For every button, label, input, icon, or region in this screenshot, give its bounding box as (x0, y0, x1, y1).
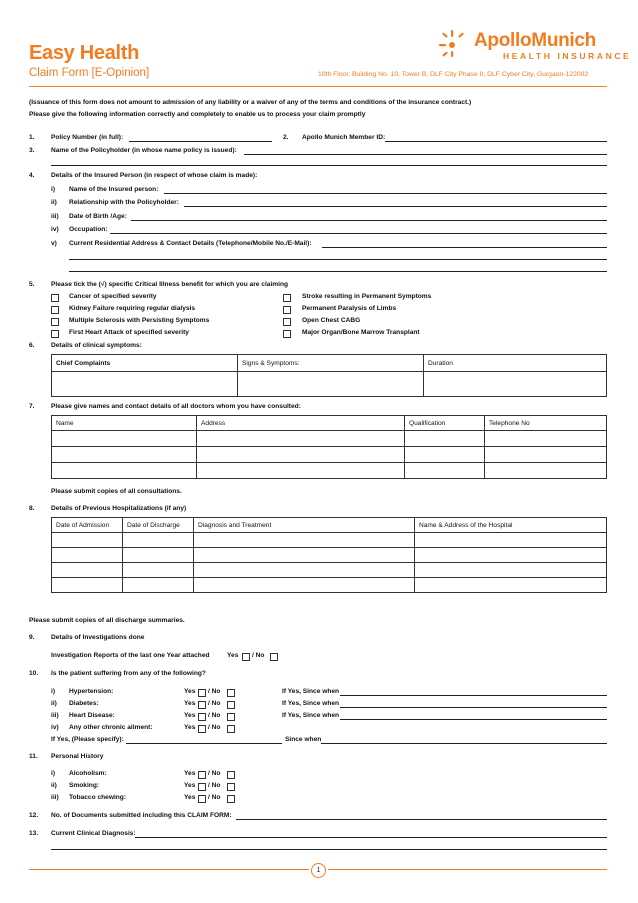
yes-checkbox[interactable] (198, 689, 206, 697)
checkbox[interactable] (283, 294, 291, 302)
no-label: / No (208, 782, 221, 789)
q4-item-label: Relationship with the Policyholder: (69, 199, 179, 206)
q8-label: Details of Previous Hospitalizations (if any) (51, 505, 187, 512)
q12-num: 12. (29, 812, 39, 819)
address-field-3[interactable] (69, 271, 607, 272)
q9-sub: Investigation Reports of the last one Year attached (51, 652, 210, 659)
table-cell[interactable] (123, 563, 194, 578)
checkbox[interactable] (283, 306, 291, 314)
since-label: If Yes, Since when (282, 712, 340, 719)
table-cell[interactable] (197, 463, 405, 479)
table-cell[interactable] (52, 578, 123, 593)
since-field[interactable] (340, 695, 607, 696)
col-header: Date of Discharge (123, 518, 194, 533)
table-cell[interactable] (123, 533, 194, 548)
checkbox[interactable] (51, 330, 59, 338)
discharge-note: Please submit copies of all discharge summaries. (29, 617, 185, 624)
doctors-table (51, 415, 607, 479)
table-row (52, 463, 607, 479)
no-label: / No (252, 652, 265, 659)
q13-num: 13. (29, 830, 39, 837)
illness-option: Open Chest CABG (302, 317, 361, 324)
occupation-field[interactable] (110, 233, 607, 234)
no-checkbox[interactable] (227, 795, 235, 803)
table-row (52, 548, 607, 563)
yes-checkbox[interactable] (198, 771, 206, 779)
col-header: Duration (424, 355, 607, 372)
table-cell[interactable] (415, 548, 607, 563)
q11-num: 11. (29, 753, 38, 760)
illness-option: Cancer of specified severity (69, 293, 157, 300)
logo-wordmark: ApolloMunich (474, 30, 596, 51)
documents-count-field[interactable] (236, 819, 607, 820)
q4-label: Details of the Insured Person (in respect of whose claim is made): (51, 172, 258, 179)
q1-num: 1. (29, 134, 35, 141)
no-label: / No (208, 688, 221, 695)
table-cell[interactable] (194, 563, 415, 578)
q4-item-num: i) (51, 186, 56, 193)
diagnosis-field-2[interactable] (51, 849, 607, 850)
logo-tagline: HEALTH INSURANCE (503, 51, 632, 61)
q13-label: Current Clinical Diagnosis: (51, 830, 136, 837)
no-checkbox[interactable] (227, 783, 235, 791)
yes-checkbox[interactable] (198, 713, 206, 721)
q2-label: Apollo Munich Member ID: (302, 134, 386, 141)
yes-checkbox[interactable] (198, 783, 206, 791)
checkbox[interactable] (51, 306, 59, 314)
table-cell[interactable] (123, 578, 194, 593)
since-field[interactable] (340, 707, 607, 708)
q10-item-label: Heart Disease: (69, 712, 115, 719)
no-label: / No (208, 712, 221, 719)
table-cell[interactable] (415, 563, 607, 578)
col-header: Address (197, 416, 405, 431)
policy-number-field[interactable] (129, 141, 272, 142)
illness-option: Kidney Failure requiring regular dialysis (69, 305, 196, 312)
table-cell[interactable] (415, 533, 607, 548)
since-field[interactable] (340, 719, 607, 720)
instruction: Please give the following information correctly and completely to enable us to process your claim promptly (29, 111, 366, 118)
yes-label: Yes (227, 652, 239, 659)
member-id-field[interactable] (385, 141, 607, 142)
q4-item-num: iii) (51, 213, 59, 220)
no-label: / No (208, 770, 221, 777)
yes-checkbox[interactable] (198, 701, 206, 709)
table-row (52, 578, 607, 593)
q5-num: 5. (29, 281, 35, 288)
q7-label: Please give names and contact details of all doctors whom you have consulted: (51, 403, 301, 410)
q4-item-label: Occupation: (69, 226, 108, 233)
address-field[interactable] (322, 247, 607, 248)
checkbox[interactable] (51, 318, 59, 326)
specify-label: If Yes, (Please specify): (51, 736, 124, 743)
q11-item-label: Smoking: (69, 782, 100, 789)
table-cell[interactable] (197, 447, 405, 463)
table-row (52, 563, 607, 578)
table-cell[interactable] (52, 533, 123, 548)
yes-label: Yes (184, 700, 196, 707)
table-row (52, 533, 607, 548)
q6-num: 6. (29, 342, 35, 349)
q11-item-num: iii) (51, 794, 59, 801)
q3-num: 3. (29, 147, 35, 154)
col-header: Signs & Symptoms: (238, 355, 424, 372)
q4-item-num: iv) (51, 226, 59, 233)
col-header: Date of Admission (52, 518, 123, 533)
table-row (52, 447, 607, 463)
sun-logo-icon (436, 28, 474, 58)
disclaimer: (Issuance of this form does not amount to admission of any liability or a waiver of any of the terms and conditions of the insurance contract.) (29, 99, 472, 106)
yes-checkbox[interactable] (198, 725, 206, 733)
company-address: 10th Floor, Building No. 10, Tower B, DLF City Phase II, DLF Cyber City, Gurgaon-122002 (318, 71, 589, 78)
q10-item-num: ii) (51, 700, 57, 707)
col-header: Name & Address of the Hospital (415, 518, 607, 533)
q10-num: 10. (29, 670, 39, 677)
footer-divider-left (29, 869, 309, 870)
table-cell[interactable] (52, 563, 123, 578)
no-checkbox[interactable] (227, 771, 235, 779)
checkbox[interactable] (283, 318, 291, 326)
checkbox[interactable] (283, 330, 291, 338)
since-label: If Yes, Since when (282, 700, 340, 707)
yes-checkbox[interactable] (242, 653, 250, 661)
no-label: / No (208, 700, 221, 707)
q2-num: 2. (283, 134, 289, 141)
q4-item-label: Date of Birth /Age: (69, 213, 127, 220)
col-header: Diagnosis and Treatment (194, 518, 415, 533)
q12-label: No. of Documents submitted including this CLAIM FORM: (51, 812, 232, 819)
specify-field[interactable] (126, 743, 282, 744)
table-cell[interactable] (238, 372, 424, 397)
hospitalization-table (51, 517, 607, 593)
q10-label: Is the patient suffering from any of the following? (51, 670, 206, 677)
q11-item-num: ii) (51, 782, 57, 789)
dob-age-field[interactable] (131, 220, 607, 221)
q10-item-label: Hypertension: (69, 688, 114, 695)
q4-num: 4. (29, 172, 35, 179)
q4-item-num: ii) (51, 199, 57, 206)
illness-option: Stroke resulting in Permanent Symptoms (302, 293, 432, 300)
table-cell[interactable] (405, 463, 485, 479)
col-header: Name (52, 416, 197, 431)
table-cell[interactable] (52, 431, 197, 447)
illness-option: Multiple Sclerosis with Persisting Symptoms (69, 317, 210, 324)
q10-item-label: Diabetes: (69, 700, 99, 707)
specify-since-field[interactable] (321, 743, 607, 744)
table-cell[interactable] (194, 578, 415, 593)
yes-label: Yes (184, 770, 196, 777)
table-cell[interactable] (485, 447, 607, 463)
no-checkbox[interactable] (227, 713, 235, 721)
form-subtitle: Claim Form [E-Opinion] (29, 67, 150, 79)
no-checkbox[interactable] (227, 689, 235, 697)
table-cell[interactable] (52, 372, 238, 397)
illness-option: First Heart Attack of specified severity (69, 329, 189, 336)
table-cell[interactable] (123, 548, 194, 563)
table-cell[interactable] (194, 548, 415, 563)
illness-option: Major Organ/Bone Marrow Transplant (302, 329, 420, 336)
q10-item-label: Any other chronic ailment: (69, 724, 153, 731)
q8-num: 8. (29, 505, 35, 512)
q11-item-label: Tobacco chewing: (69, 794, 127, 801)
no-label: / No (208, 724, 221, 731)
q10-item-num: iii) (51, 712, 59, 719)
insured-name-field[interactable] (164, 193, 607, 194)
col-header: Telephone No (485, 416, 607, 431)
table-cell[interactable] (52, 463, 197, 479)
table-cell[interactable] (415, 578, 607, 593)
yes-label: Yes (184, 794, 196, 801)
col-header: Chief Complaints (52, 355, 238, 372)
table-cell[interactable] (485, 431, 607, 447)
q11-item-label: Alcoholism: (69, 770, 107, 777)
col-header: Qualification (405, 416, 485, 431)
no-checkbox[interactable] (227, 701, 235, 709)
yes-label: Yes (184, 724, 196, 731)
header-divider (29, 86, 607, 87)
policyholder-name-field-2[interactable] (51, 165, 607, 166)
q10-item-num: i) (51, 688, 56, 695)
relationship-field[interactable] (184, 206, 607, 207)
address-field-2[interactable] (69, 259, 607, 260)
since-label: If Yes, Since when (282, 688, 340, 695)
symptoms-table (51, 354, 607, 397)
table-cell[interactable] (52, 548, 123, 563)
q4-item-label: Name of the Insured person: (69, 186, 159, 193)
q6-label: Details of clinical symptoms: (51, 342, 142, 349)
no-checkbox[interactable] (270, 653, 278, 661)
q4-item-label: Current Residential Address & Contact Details (Telephone/Mobile No./E-Mail): (69, 240, 312, 247)
table-cell[interactable] (485, 463, 607, 479)
yes-label: Yes (184, 688, 196, 695)
q4-item-num: v) (51, 240, 57, 247)
policyholder-name-field[interactable] (244, 154, 607, 155)
table-cell[interactable] (424, 372, 607, 397)
no-checkbox[interactable] (227, 725, 235, 733)
table-row (52, 431, 607, 447)
specify-since-label: Since when (285, 736, 322, 743)
q5-label: Please tick the (√) specific Critical Illness benefit for which you are claiming (51, 281, 289, 288)
checkbox[interactable] (51, 294, 59, 302)
yes-label: Yes (184, 712, 196, 719)
table-cell[interactable] (52, 447, 197, 463)
q9-num: 9. (29, 634, 35, 641)
table-cell[interactable] (405, 431, 485, 447)
page-number: 1 (311, 863, 326, 878)
footer-divider-right (328, 869, 607, 870)
q10-item-num: iv) (51, 724, 59, 731)
yes-checkbox[interactable] (198, 795, 206, 803)
q9-label: Details of Investigations done (51, 634, 145, 641)
table-cell[interactable] (405, 447, 485, 463)
form-title: Easy Health (29, 42, 140, 64)
table-cell[interactable] (194, 533, 415, 548)
q11-label: Personal History (51, 753, 104, 760)
consultations-note: Please submit copies of all consultations. (51, 488, 182, 495)
no-label: / No (208, 794, 221, 801)
illness-option: Permanent Paralysis of Limbs (302, 305, 397, 312)
diagnosis-field[interactable] (135, 837, 607, 838)
q11-item-num: i) (51, 770, 56, 777)
table-cell[interactable] (197, 431, 405, 447)
q7-num: 7. (29, 403, 35, 410)
yes-label: Yes (184, 782, 196, 789)
q1-label: Policy Number (in full): (51, 134, 124, 141)
q3-label: Name of the Policyholder (in whose name policy is issued): (51, 147, 237, 154)
